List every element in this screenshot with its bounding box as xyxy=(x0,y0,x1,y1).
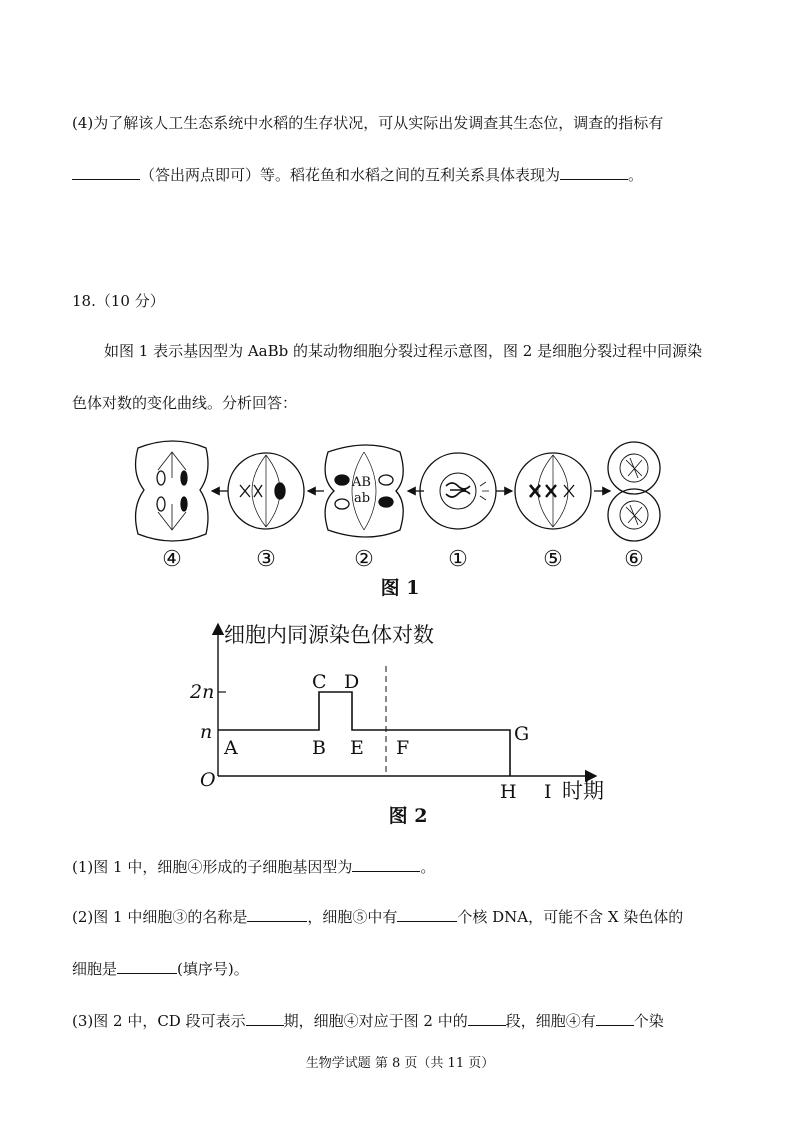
cell-5 xyxy=(515,453,591,529)
figure-1-caption: 图 1 xyxy=(380,577,420,598)
point-label-C: C xyxy=(312,671,327,693)
point-label-A: A xyxy=(224,737,238,759)
series-line xyxy=(218,692,510,776)
origin-label: O xyxy=(200,769,216,791)
answer-blank[interactable] xyxy=(352,857,420,872)
answer-blank[interactable] xyxy=(247,907,307,922)
page-footer: 生物学试题 第 8 页（共 11 页） xyxy=(305,1056,495,1071)
answer-blank[interactable] xyxy=(246,1011,284,1026)
point-label-I: I xyxy=(544,781,552,803)
y-axis-title: 细胞内同源染色体对数 xyxy=(224,623,434,647)
q18-intro-line2: 色体对数的变化曲线。分析回答： xyxy=(72,394,298,412)
answer-blank[interactable] xyxy=(72,165,140,180)
cell-3 xyxy=(228,453,304,529)
point-label-D: D xyxy=(344,671,360,693)
cell-label-4: ④ xyxy=(162,547,182,572)
point-label-G: G xyxy=(514,723,530,745)
x-axis-title: 时期 xyxy=(562,779,604,803)
q18-part2-line1: (2)图 1 中细胞③的名称是 ，细胞⑤中有 个核 DNA，可能不含 X 染色体的 xyxy=(72,908,684,926)
answer-blank[interactable] xyxy=(397,907,457,922)
figure-2-caption: 图 2 xyxy=(388,805,428,827)
y-tick-2n: 2n xyxy=(190,681,215,703)
q17-part4-line2: （答出两点即可）等。稻花鱼和水稻之间的互利关系具体表现为 。 xyxy=(72,164,643,186)
q18-intro-line1: 如图 1 表示基因型为 AaBb 的某动物细胞分裂过程示意图，图 2 是细胞分裂过程中同源染 xyxy=(104,342,703,360)
cell-label-3: ③ xyxy=(256,547,276,572)
figure-2-homologous-pairs-chart xyxy=(188,616,628,832)
figure-1-cell-division-diagram xyxy=(128,438,668,598)
point-label-E: E xyxy=(350,737,364,759)
q18-part3-line1: (3)图 2 中，CD 段可表示 期，细胞④对应于图 2 中的 段，细胞④有 个染 xyxy=(72,1012,664,1030)
point-label-F: F xyxy=(396,737,410,759)
cell-label-2: ② xyxy=(354,547,374,572)
q18-part1: (1)图 1 中，细胞④形成的子细胞基因型为 。 xyxy=(72,858,436,876)
q17-part4-line1: (4)为了解该人工生态系统中水稻的生存状况，可从实际出发调查其生态位，调查的指标有 xyxy=(72,114,664,132)
cell-label-5: ⑤ xyxy=(543,547,563,572)
gene-label-AB: AB xyxy=(352,475,371,490)
answer-blank[interactable] xyxy=(596,1011,634,1026)
answer-blank[interactable] xyxy=(117,959,177,974)
point-label-B: B xyxy=(312,737,326,759)
point-label-H: H xyxy=(500,781,517,803)
q18-header: 18.（10 分） xyxy=(72,292,165,310)
cell-4 xyxy=(136,441,208,541)
answer-blank[interactable] xyxy=(468,1011,506,1026)
q18-part2-line2: 细胞是 (填序号)。 xyxy=(72,960,249,978)
cell-label-1: ① xyxy=(448,547,468,572)
answer-blank[interactable] xyxy=(560,165,628,180)
cell-6 xyxy=(608,442,660,541)
gene-label-ab: ab xyxy=(354,491,371,506)
cell-1 xyxy=(420,453,496,529)
y-tick-n: n xyxy=(200,721,213,743)
cell-label-6: ⑥ xyxy=(624,547,644,572)
